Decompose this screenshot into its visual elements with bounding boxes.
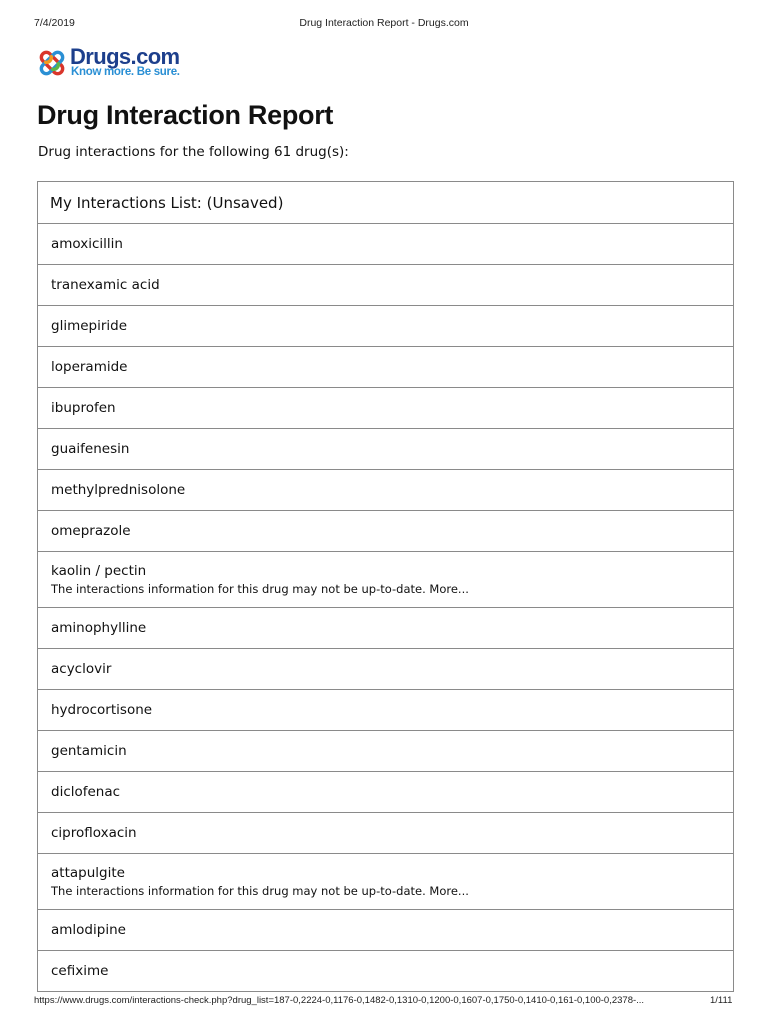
drug-name[interactable]: tranexamic acid bbox=[51, 277, 160, 293]
drug-row bbox=[38, 347, 733, 388]
drug-name[interactable]: glimepiride bbox=[51, 318, 128, 334]
interactions-list bbox=[37, 181, 734, 992]
drug-row bbox=[38, 306, 733, 347]
footer-url: https://www.drugs.com/interactions-check.php?drug_list=187-0,2224-0,1176-0,1482-0,1310-0,1200-0,1607-0,1750-0,1410-0,161-0,100-0,2378-... bbox=[34, 995, 645, 1006]
drug-name[interactable]: kaolin / pectin bbox=[51, 563, 147, 579]
page-number: 1/111 bbox=[710, 995, 733, 1006]
drug-name[interactable]: omeprazole bbox=[51, 523, 131, 539]
drug-name[interactable]: amoxicillin bbox=[51, 236, 123, 252]
page-title: Drug Interaction Report bbox=[37, 100, 334, 130]
drug-row bbox=[38, 224, 733, 265]
drug-rows bbox=[38, 224, 733, 992]
drug-outdated-note[interactable]: The interactions information for this drug may not be up-to-date. More... bbox=[51, 884, 469, 898]
drug-row bbox=[38, 511, 733, 552]
drug-row bbox=[38, 854, 733, 910]
drug-row bbox=[38, 772, 733, 813]
drug-row bbox=[38, 265, 733, 306]
drug-row bbox=[38, 731, 733, 772]
drug-name[interactable]: ibuprofen bbox=[51, 400, 116, 416]
drug-name[interactable]: attapulgite bbox=[51, 865, 125, 881]
drug-row bbox=[38, 813, 733, 854]
list-header-label: My Interactions List: bbox=[50, 194, 202, 212]
drug-name[interactable]: methylprednisolone bbox=[51, 482, 186, 498]
drug-name[interactable]: gentamicin bbox=[51, 743, 127, 759]
list-header-status: (Unsaved) bbox=[206, 194, 284, 212]
drug-name[interactable]: acyclovir bbox=[51, 661, 112, 677]
drug-name[interactable]: amlodipine bbox=[51, 922, 126, 938]
logo-name: Drugs.com bbox=[70, 44, 180, 69]
drugs-com-logo[interactable] bbox=[36, 45, 236, 81]
drug-row bbox=[38, 910, 733, 951]
drug-name[interactable]: hydrocortisone bbox=[51, 702, 153, 718]
logo-tagline: Know more. Be sure. bbox=[71, 66, 180, 78]
print-date: 7/4/2019 bbox=[34, 17, 75, 29]
drug-name[interactable]: loperamide bbox=[51, 359, 128, 375]
print-page-title: Drug Interaction Report - Drugs.com bbox=[299, 17, 469, 29]
print-footer bbox=[0, 995, 768, 1009]
interactions-list-header bbox=[38, 182, 733, 224]
drug-name[interactable]: cefixime bbox=[51, 963, 109, 979]
drug-outdated-note[interactable]: The interactions information for this drug may not be up-to-date. More... bbox=[51, 582, 469, 596]
drug-name[interactable]: aminophylline bbox=[51, 620, 147, 636]
drug-row bbox=[38, 470, 733, 511]
drug-name[interactable]: guaifenesin bbox=[51, 441, 130, 457]
drug-row bbox=[38, 429, 733, 470]
interactions-list-title bbox=[50, 194, 283, 212]
drug-name[interactable]: ciprofloxacin bbox=[51, 825, 137, 841]
drug-row bbox=[38, 951, 733, 992]
drug-row bbox=[38, 649, 733, 690]
drug-row bbox=[38, 388, 733, 429]
drugs-com-logo-icon bbox=[36, 47, 68, 79]
print-header bbox=[0, 17, 768, 31]
drug-row bbox=[38, 690, 733, 731]
drug-row bbox=[38, 608, 733, 649]
report-subtitle: Drug interactions for the following 61 drug(s): bbox=[38, 144, 349, 160]
drug-row bbox=[38, 552, 733, 608]
drug-name[interactable]: diclofenac bbox=[51, 784, 121, 800]
